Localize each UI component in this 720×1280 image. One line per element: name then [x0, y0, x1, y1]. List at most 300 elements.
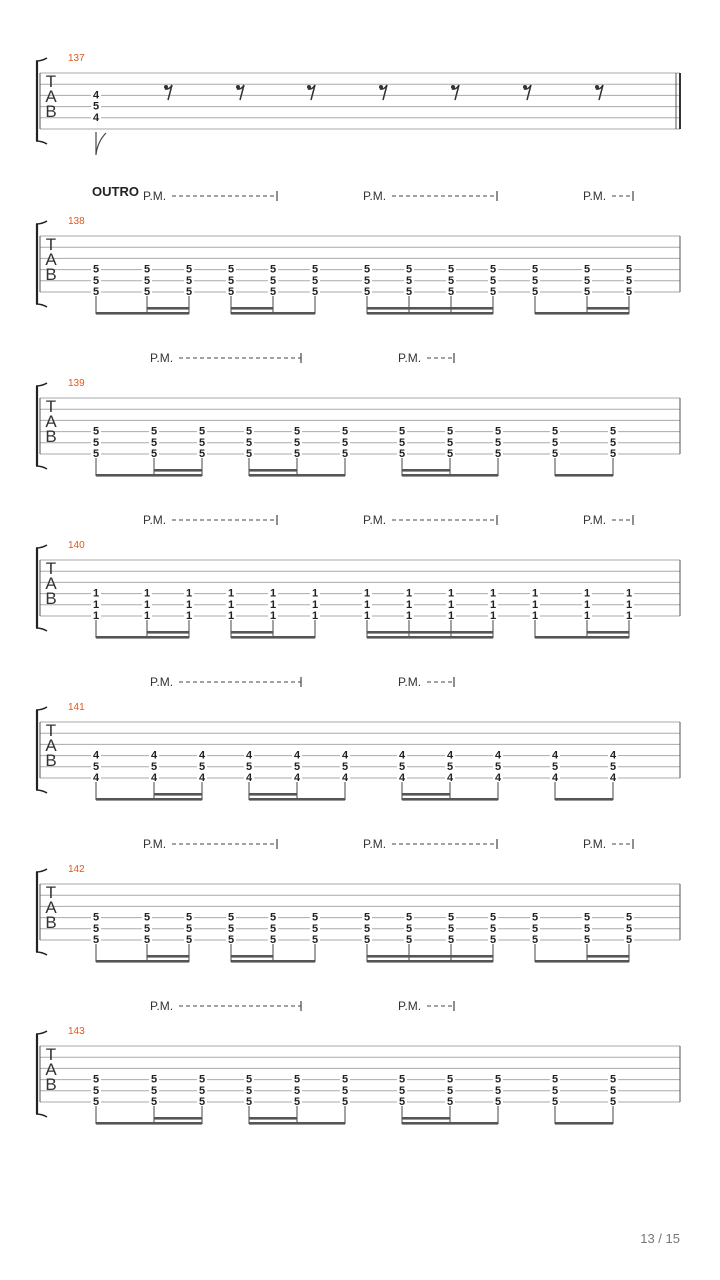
- fret-number: 5: [583, 263, 591, 276]
- fret-number: 4: [92, 749, 100, 762]
- fret-number: 5: [625, 934, 633, 946]
- fret-number: 1: [363, 610, 371, 622]
- fret-number: 5: [494, 436, 502, 449]
- fret-number: 5: [245, 436, 253, 449]
- fret-number: 1: [625, 598, 633, 611]
- fret-number: 4: [293, 772, 301, 784]
- fret-number: 5: [92, 286, 100, 298]
- fret-number: 5: [269, 934, 277, 946]
- fret-number: 5: [531, 286, 539, 298]
- beam-secondary: [402, 793, 450, 796]
- fret-number: 1: [447, 598, 455, 611]
- beam-secondary: [147, 307, 189, 310]
- fret-number: 5: [293, 760, 301, 773]
- fret-number: 5: [92, 922, 100, 935]
- fret-number: 5: [447, 911, 455, 924]
- fret-number: 5: [245, 448, 253, 460]
- fret-number: 5: [398, 1084, 406, 1097]
- fret-number: 4: [245, 772, 253, 784]
- beam-primary: [249, 1122, 345, 1125]
- fret-number: 5: [551, 1096, 559, 1108]
- beam-primary: [231, 312, 315, 315]
- fret-number: 4: [198, 749, 206, 762]
- fret-number: 5: [363, 286, 371, 298]
- fret-number: 4: [494, 749, 502, 762]
- fret-number: 4: [494, 772, 502, 784]
- fret-number: 5: [143, 263, 151, 276]
- palm-mute-label: P.M.: [143, 189, 167, 203]
- fret-number: 5: [143, 934, 151, 946]
- fret-number: 5: [405, 263, 413, 276]
- fret-number: 5: [625, 922, 633, 935]
- fret-number: 5: [405, 922, 413, 935]
- fret-number: 5: [227, 263, 235, 276]
- fret-number: 5: [398, 448, 406, 460]
- beam-primary: [96, 1122, 202, 1125]
- fret-number: 5: [583, 922, 591, 935]
- beam-primary: [402, 1122, 498, 1125]
- beam-secondary: [587, 955, 629, 958]
- fret-number: 5: [494, 1073, 502, 1086]
- beam-primary: [249, 474, 345, 477]
- tab-clef-letter: T: [45, 1045, 57, 1064]
- tab-clef-letter: T: [45, 235, 57, 254]
- fret-number: 5: [227, 934, 235, 946]
- fret-number: 5: [398, 425, 406, 438]
- palm-mute-label: P.M.: [583, 837, 607, 851]
- fret-number: 1: [583, 587, 591, 600]
- fret-number: 1: [185, 598, 193, 611]
- fret-number: 5: [198, 1073, 206, 1086]
- beam-primary: [555, 474, 613, 477]
- fret-number: 5: [405, 911, 413, 924]
- fret-number: 1: [92, 610, 100, 622]
- fret-number: 5: [150, 448, 158, 460]
- fret-number: 5: [293, 425, 301, 438]
- fret-number: 5: [551, 1073, 559, 1086]
- fret-number: 1: [227, 610, 235, 622]
- fret-number: 5: [92, 760, 100, 773]
- fret-number: 5: [446, 448, 454, 460]
- fret-number: 5: [583, 911, 591, 924]
- page-number: 13 / 15: [640, 1231, 680, 1246]
- beam-primary: [231, 636, 315, 639]
- fret-number: 5: [150, 436, 158, 449]
- fret-number: 5: [150, 1084, 158, 1097]
- fret-number: 5: [245, 1096, 253, 1108]
- fret-number: 5: [185, 286, 193, 298]
- fret-number: 4: [293, 749, 301, 762]
- fret-number: 5: [494, 425, 502, 438]
- fret-number: 1: [143, 598, 151, 611]
- beam-primary: [249, 798, 345, 801]
- tab-clef-letter: B: [45, 427, 57, 446]
- fret-number: 5: [405, 286, 413, 298]
- fret-number: 5: [341, 448, 349, 460]
- fret-number: 5: [447, 286, 455, 298]
- beam-primary: [402, 474, 498, 477]
- fret-number: 5: [185, 911, 193, 924]
- beam-primary: [96, 474, 202, 477]
- beam-primary: [535, 960, 629, 963]
- fret-number: 5: [92, 1073, 100, 1086]
- fret-number: 5: [625, 263, 633, 276]
- fret-number: 5: [341, 1084, 349, 1097]
- fret-number: 5: [293, 1084, 301, 1097]
- fret-number: 5: [269, 911, 277, 924]
- fret-number: 5: [245, 1073, 253, 1086]
- fret-number: 5: [609, 448, 617, 460]
- fret-number: 5: [531, 263, 539, 276]
- fret-number: 5: [489, 263, 497, 276]
- fret-number: 5: [609, 1073, 617, 1086]
- fret-number: 5: [341, 436, 349, 449]
- fret-number: 1: [363, 587, 371, 600]
- fret-number: 4: [446, 749, 454, 762]
- fret-number: 1: [269, 587, 277, 600]
- fret-number: 5: [446, 436, 454, 449]
- bar-number: 142: [68, 864, 85, 875]
- fret-number: 5: [446, 1096, 454, 1108]
- system-bracket-bottom: [36, 1114, 47, 1117]
- beam-primary: [96, 798, 202, 801]
- bar-number: 139: [68, 378, 85, 389]
- tab-clef-letter: B: [45, 102, 57, 121]
- fret-number: 4: [551, 749, 559, 762]
- fret-number: 5: [92, 911, 100, 924]
- fret-number: 5: [489, 286, 497, 298]
- fret-number: 5: [198, 436, 206, 449]
- beam-primary: [367, 312, 493, 315]
- fret-number: 5: [551, 448, 559, 460]
- fret-number: 5: [311, 274, 319, 287]
- section-label: OUTRO: [92, 184, 139, 199]
- system-bracket-top: [36, 1031, 47, 1034]
- fret-number: 5: [269, 263, 277, 276]
- fret-number: 1: [405, 598, 413, 611]
- fret-number: 5: [405, 274, 413, 287]
- fret-number: 1: [625, 610, 633, 622]
- fret-number: 1: [531, 598, 539, 611]
- fret-number: 5: [92, 436, 100, 449]
- fret-number: 4: [92, 772, 100, 784]
- system-bracket-top: [36, 869, 47, 872]
- fret-number: 4: [341, 749, 349, 762]
- fret-number: 5: [227, 274, 235, 287]
- fret-number: 5: [447, 263, 455, 276]
- fret-number: 5: [198, 1084, 206, 1097]
- fret-number: 4: [398, 749, 406, 762]
- beam-primary: [231, 960, 315, 963]
- system-bracket-bottom: [36, 628, 47, 631]
- fret-number: 1: [143, 610, 151, 622]
- beam-primary: [555, 1122, 613, 1125]
- fret-number: 5: [583, 274, 591, 287]
- fret-number: 5: [398, 1073, 406, 1086]
- fret-number: 5: [311, 922, 319, 935]
- fret-number: 4: [609, 772, 617, 784]
- fret-number: 5: [198, 425, 206, 438]
- fret-number: 5: [92, 100, 100, 113]
- tab-clef-letter: B: [45, 1075, 57, 1094]
- fret-number: 1: [447, 610, 455, 622]
- bar-number: 143: [68, 1026, 85, 1037]
- fret-number: 5: [227, 286, 235, 298]
- fret-number: 1: [227, 598, 235, 611]
- fret-number: 5: [398, 1096, 406, 1108]
- fret-number: 5: [341, 1073, 349, 1086]
- fret-number: 1: [489, 587, 497, 600]
- beam-secondary: [147, 631, 189, 634]
- fret-number: 5: [489, 922, 497, 935]
- bar-number: 137: [68, 53, 85, 64]
- fret-number: 5: [551, 1084, 559, 1097]
- bar-number: 140: [68, 540, 85, 551]
- fret-number: 5: [198, 760, 206, 773]
- tab-clef-letter: T: [45, 721, 57, 740]
- fret-number: 5: [341, 760, 349, 773]
- beam-secondary: [231, 631, 273, 634]
- fret-number: 5: [609, 1084, 617, 1097]
- fret-number: 4: [150, 772, 158, 784]
- tab-clef-letter: B: [45, 589, 57, 608]
- fret-number: 5: [609, 436, 617, 449]
- fret-number: 5: [494, 1096, 502, 1108]
- fret-number: 5: [245, 425, 253, 438]
- fret-number: 5: [143, 911, 151, 924]
- fret-number: 1: [92, 598, 100, 611]
- fret-number: 5: [447, 922, 455, 935]
- fret-number: 1: [405, 610, 413, 622]
- fret-number: 5: [363, 922, 371, 935]
- tab-clef-letter: A: [45, 1060, 57, 1079]
- system-bracket-top: [36, 221, 47, 224]
- system-bracket-bottom: [36, 466, 47, 469]
- tab-clef-letter: A: [45, 87, 57, 106]
- fret-number: 1: [269, 598, 277, 611]
- fret-number: 1: [363, 598, 371, 611]
- fret-number: 5: [363, 934, 371, 946]
- fret-number: 5: [625, 911, 633, 924]
- palm-mute-label: P.M.: [363, 513, 387, 527]
- fret-number: 1: [531, 587, 539, 600]
- beam-primary: [96, 312, 189, 315]
- fret-number: 1: [489, 610, 497, 622]
- beam-secondary: [587, 307, 629, 310]
- fret-number: 5: [311, 263, 319, 276]
- fret-number: 5: [269, 286, 277, 298]
- fret-number: 5: [198, 1096, 206, 1108]
- palm-mute-label: P.M.: [150, 675, 174, 689]
- beam-primary: [96, 960, 189, 963]
- system-bracket-bottom: [36, 952, 47, 955]
- fret-number: 5: [293, 448, 301, 460]
- tab-clef-letter: A: [45, 736, 57, 755]
- tab-clef-letter: B: [45, 913, 57, 932]
- tab-clef-letter: A: [45, 412, 57, 431]
- fret-number: 4: [150, 749, 158, 762]
- fret-number: 5: [551, 436, 559, 449]
- fret-number: 5: [185, 263, 193, 276]
- system-bracket-bottom: [36, 790, 47, 793]
- fret-number: 5: [143, 274, 151, 287]
- fret-number: 5: [625, 274, 633, 287]
- fret-number: 4: [92, 111, 100, 124]
- fret-number: 4: [341, 772, 349, 784]
- system-bracket-bottom: [36, 141, 47, 144]
- fret-number: 5: [185, 922, 193, 935]
- fret-number: 5: [446, 760, 454, 773]
- fret-number: 5: [311, 934, 319, 946]
- fret-number: 5: [363, 263, 371, 276]
- fret-number: 5: [341, 425, 349, 438]
- palm-mute-label: P.M.: [363, 189, 387, 203]
- fret-number: 1: [583, 598, 591, 611]
- beam-secondary: [402, 469, 450, 472]
- palm-mute-label: P.M.: [398, 675, 422, 689]
- fret-number: 5: [531, 922, 539, 935]
- fret-number: 5: [447, 274, 455, 287]
- tab-clef-letter: B: [45, 751, 57, 770]
- palm-mute-label: P.M.: [583, 513, 607, 527]
- fret-number: 5: [363, 274, 371, 287]
- beam-primary: [367, 636, 493, 639]
- tab-clef-letter: T: [45, 72, 57, 91]
- fret-number: 5: [92, 1096, 100, 1108]
- fret-number: 5: [609, 425, 617, 438]
- fret-number: 1: [625, 587, 633, 600]
- fret-number: 5: [92, 274, 100, 287]
- fret-number: 5: [447, 934, 455, 946]
- system-bracket-bottom: [36, 304, 47, 307]
- tab-clef-letter: A: [45, 574, 57, 593]
- fret-number: 1: [311, 598, 319, 611]
- beam-secondary: [154, 1117, 202, 1120]
- fret-number: 5: [489, 911, 497, 924]
- fret-number: 5: [245, 1084, 253, 1097]
- palm-mute-label: P.M.: [150, 999, 174, 1013]
- fret-number: 5: [625, 286, 633, 298]
- fret-number: 1: [447, 587, 455, 600]
- beam-secondary: [367, 955, 493, 958]
- palm-mute-label: P.M.: [143, 837, 167, 851]
- fret-number: 5: [92, 263, 100, 276]
- beam-secondary: [231, 307, 273, 310]
- fret-number: 5: [269, 922, 277, 935]
- beam-primary: [367, 960, 493, 963]
- beam-secondary: [154, 793, 202, 796]
- beam-primary: [402, 798, 498, 801]
- fret-number: 5: [446, 425, 454, 438]
- fret-number: 5: [150, 1073, 158, 1086]
- tab-clef-letter: T: [45, 397, 57, 416]
- beam-secondary: [249, 469, 297, 472]
- fret-number: 5: [489, 274, 497, 287]
- beam-secondary: [402, 1117, 450, 1120]
- beam-primary: [96, 636, 189, 639]
- fret-number: 1: [185, 587, 193, 600]
- fret-number: 1: [405, 587, 413, 600]
- fret-number: 5: [446, 1084, 454, 1097]
- fret-number: 1: [489, 598, 497, 611]
- beam-secondary: [154, 469, 202, 472]
- palm-mute-label: P.M.: [143, 513, 167, 527]
- palm-mute-label: P.M.: [398, 999, 422, 1013]
- fret-number: 5: [293, 436, 301, 449]
- fret-number: 5: [311, 286, 319, 298]
- fret-number: 5: [245, 760, 253, 773]
- fret-number: 5: [92, 1084, 100, 1097]
- palm-mute-label: P.M.: [150, 351, 174, 365]
- system-bracket-top: [36, 383, 47, 386]
- fret-number: 5: [489, 934, 497, 946]
- fret-number: 5: [227, 922, 235, 935]
- fret-number: 4: [92, 89, 100, 102]
- fret-number: 5: [446, 1073, 454, 1086]
- beam-secondary: [231, 955, 273, 958]
- fret-number: 5: [609, 760, 617, 773]
- fret-number: 1: [92, 587, 100, 600]
- fret-number: 5: [92, 425, 100, 438]
- fret-number: 5: [494, 760, 502, 773]
- fret-number: 5: [150, 425, 158, 438]
- tab-clef-letter: B: [45, 265, 57, 284]
- fret-number: 1: [531, 610, 539, 622]
- fret-number: 5: [269, 274, 277, 287]
- fret-number: 1: [311, 610, 319, 622]
- fret-number: 5: [551, 760, 559, 773]
- palm-mute-label: P.M.: [583, 189, 607, 203]
- fret-number: 4: [198, 772, 206, 784]
- fret-number: 4: [245, 749, 253, 762]
- beam-secondary: [249, 1117, 297, 1120]
- fret-number: 5: [185, 274, 193, 287]
- bar-number: 141: [68, 702, 85, 713]
- fret-number: 4: [398, 772, 406, 784]
- tab-clef-letter: A: [45, 250, 57, 269]
- fret-number: 5: [363, 911, 371, 924]
- fret-number: 5: [531, 274, 539, 287]
- system-bracket-top: [36, 545, 47, 548]
- fret-number: 5: [405, 934, 413, 946]
- fret-number: 5: [143, 286, 151, 298]
- beam-secondary: [367, 307, 493, 310]
- note-flag: [96, 133, 106, 154]
- tab-clef-letter: A: [45, 898, 57, 917]
- beam-primary: [535, 636, 629, 639]
- fret-number: 1: [269, 610, 277, 622]
- system-bracket-top: [36, 58, 47, 61]
- palm-mute-label: P.M.: [398, 351, 422, 365]
- fret-number: 5: [398, 436, 406, 449]
- fret-number: 1: [583, 610, 591, 622]
- bar-number: 138: [68, 216, 85, 227]
- beam-secondary: [147, 955, 189, 958]
- beam-secondary: [367, 631, 493, 634]
- fret-number: 5: [293, 1073, 301, 1086]
- fret-number: 5: [341, 1096, 349, 1108]
- fret-number: 5: [551, 425, 559, 438]
- beam-primary: [555, 798, 613, 801]
- fret-number: 5: [227, 911, 235, 924]
- fret-number: 4: [446, 772, 454, 784]
- fret-number: 5: [583, 286, 591, 298]
- fret-number: 4: [551, 772, 559, 784]
- fret-number: 5: [185, 934, 193, 946]
- fret-number: 5: [609, 1096, 617, 1108]
- tab-clef-letter: T: [45, 883, 57, 902]
- fret-number: 5: [494, 1084, 502, 1097]
